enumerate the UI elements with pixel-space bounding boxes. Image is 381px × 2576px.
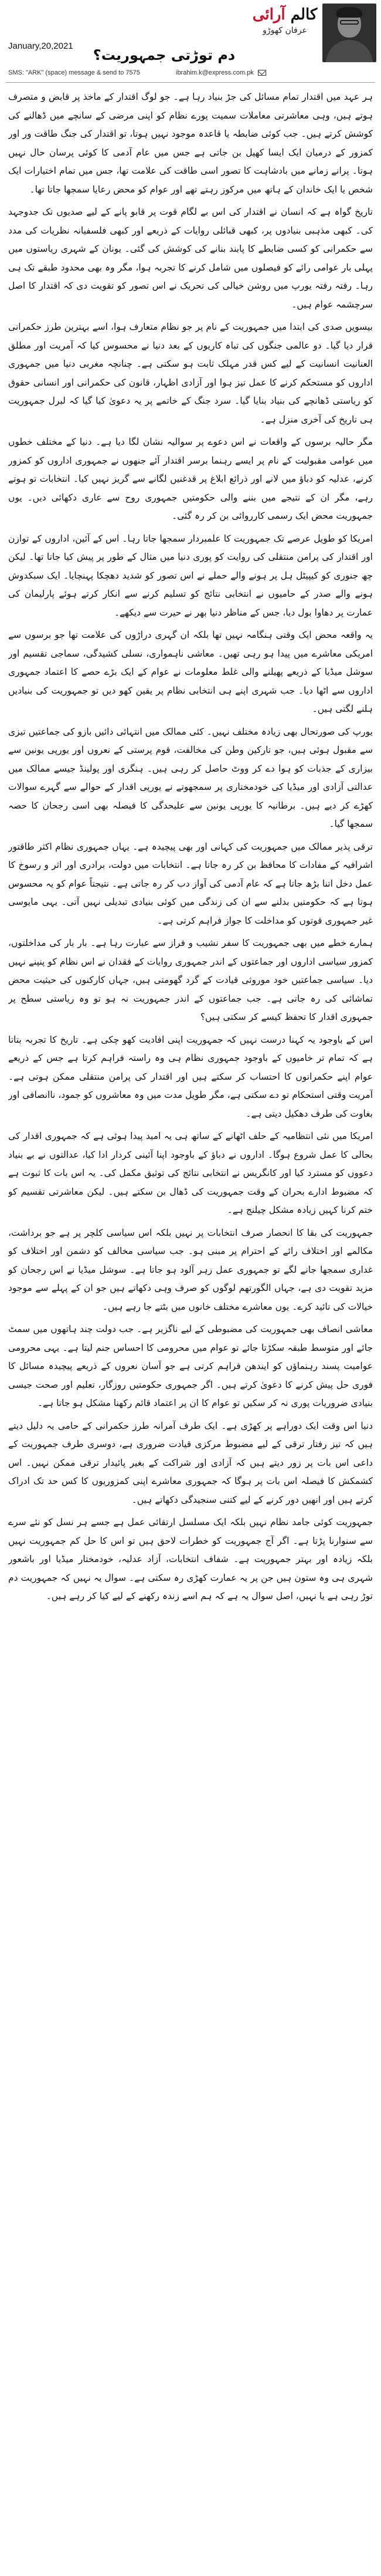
column-name-part2: آرائی	[252, 6, 285, 23]
article-paragraph: بیسویں صدی کی ابتدا میں جمہوریت کے نام پر جو نظام متعارف ہوا، اسے بہترین طرز حکمرانی قرار دیا گیا۔ دو عالمی جنگوں کی تباہ کاریوں کے بعد دنیا نے محسوس کیا کہ آمریت اور مطلق العنانیت انسانیت کے لیے کس قدر مہلک ثابت ہو سکتی ہے۔ چنانچہ مغربی دنیا میں جمہوری اداروں کو مستحکم کرنے کا عمل تیز ہوا اور آزادی اظہار، قانون کی حکمرانی اور انسانی حقوق کو ریاستی ڈھانچے کی بنیاد بنایا گیا۔ سرد جنگ کے خاتمے پر یہ دعویٰ کیا گیا کہ لبرل جمہوریت ہی تاریخ کی آخری منزل ہے۔	[8, 322, 373, 425]
author-name: عرفان کھوڑو	[263, 26, 307, 35]
article-paragraph: دنیا اس وقت ایک دوراہے پر کھڑی ہے۔ ایک طرف آمرانہ طرز حکمرانی کے حامی یہ دلیل دیتے ہیں کہ تیز رفتار ترقی کے لیے مضبوط مرکزی قیادت ضروری ہے، دوسری طرف جمہوریت کے داعی اس بات پر زور دیتے ہیں کہ آزادی اور شراکت کے بغیر پائیدار ترقی ممکن نہیں۔ اس کشمکش کا فیصلہ اس بات پر ہوگا کہ جمہوری معاشرے اپنی کمزوریوں کا کس حد تک ادراک کرتے ہیں اور انھیں دور کرنے کے لیے کتنی سنجیدگی دکھاتے ہیں۔	[8, 1420, 373, 1505]
author-email[interactable]	[176, 69, 266, 76]
author-portrait	[322, 4, 376, 62]
sms-instructions: SMS: "ARK" (space) message & send to 7575	[8, 69, 140, 76]
article-paragraph: اس کے باوجود یہ کہنا درست نہیں کہ جمہوریت اپنی افادیت کھو چکی ہے۔ تاریخ کا تجربہ بتاتا ہے کہ تمام تر خامیوں کے باوجود جمہوری نظام ہی وہ راستہ فراہم کرتا ہے جس کے ذریعے عوام اپنے حکمرانوں کا احتساب کر سکتے ہیں اور اقتدار کی پرامن منتقلی ممکن ہوتی ہے۔ آمریت وقتی استحکام تو دے سکتی ہے، مگر طویل مدت میں وہ معاشروں کو جمود، ناانصافی اور بغاوت کی طرف دھکیل دیتی ہے۔	[8, 1034, 373, 1119]
article-paragraph: تاریخ گواہ ہے کہ انسان نے اقتدار کی اس بے لگام قوت پر قابو پانے کے لیے صدیوں تک جدوجہد کی۔ کبھی مذہبی بنیادوں پر، کبھی قبائلی روایات کے ذریعے اور کبھی فلسفیانہ نظریات کی مدد سے حکمرانی کو کسی ضابطے کا پابند بنانے کی کوشش کی گئی۔ یونان کے شہری ریاستوں میں پہلی بار عوامی رائے کو فیصلوں میں شامل کرنے کا تجربہ ہوا، مگر وہ بھی محدود طبقے تک ہی رہا۔ رفتہ رفتہ یورپ میں روشن خیالی کی تحریک نے اس تصور کو تقویت دی کہ اقتدار کا اصل سرچشمہ عوام ہیں۔	[8, 207, 373, 310]
column-name-part1: کالم	[290, 6, 318, 23]
envelope-icon	[258, 70, 266, 76]
column-masthead	[252, 5, 318, 35]
article-paragraph: جمہوریت کی بقا کا انحصار صرف انتخابات پر نہیں بلکہ اس سیاسی کلچر پر ہے جو برداشت، مکالمے اور اختلاف رائے کے احترام پر مبنی ہو۔ جب سیاسی مخالف کو دشمن اور اختلاف کو غداری سمجھا جانے لگے تو جمہوری عمل زہر آلود ہو جاتا ہے۔ سوشل میڈیا نے اس رجحان کو مزید تقویت دی ہے، جہاں الگورتھم لوگوں کو صرف وہی دکھاتے ہیں جو ان کے پہلے سے موجود خیالات کی تائید کرے۔ یوں معاشرے مختلف خانوں میں بٹتے جا رہے ہیں۔	[8, 1227, 373, 1312]
author-email-text[interactable]: ibrahim.k@express.com.pk	[176, 69, 254, 76]
article-body	[8, 88, 373, 2570]
column-header	[0, 0, 381, 88]
article-paragraph: جمہوریت کوئی جامد نظام نہیں بلکہ ایک مسلسل ارتقائی عمل ہے جسے ہر نسل کو نئے سرے سے سنوارنا پڑتا ہے۔ اگر آج جمہوریت کو خطرات لاحق ہیں تو اس کا حل کم جمہوریت نہیں بلکہ زیادہ اور بہتر جمہوریت ہے۔ شفاف انتخابات، آزاد عدلیہ، خودمختار میڈیا اور باشعور شہری ہی وہ ستون ہیں جن پر یہ عمارت کھڑی رہ سکتی ہے۔ سوال یہ نہیں کہ جمہوریت دم توڑ رہی ہے یا نہیں، اصل سوال یہ ہے کہ ہم اسے زندہ رکھنے کے لیے کیا کر رہے ہیں۔	[8, 1517, 373, 1601]
article-paragraph: مگر حالیہ برسوں کے واقعات نے اس دعوے پر سوالیہ نشان لگا دیا ہے۔ دنیا کے مختلف خطوں میں عوامی مقبولیت کے نام پر ایسے رہنما برسر اقتدار آئے جنھوں نے جمہوری اداروں کو کمزور کرنے، عدلیہ کو دباؤ میں لانے اور ذرائع ابلاغ پر قدغنیں لگانے سے گریز نہیں کیا۔ انتخابات تو ہوتے رہے، مگر ان کے نتیجے میں بننے والی حکومتیں جمہوری روح سے عاری دکھائی دیں۔ یوں جمہوریت محض ایک رسمی کارروائی بن کر رہ گئی۔	[8, 437, 373, 521]
article-paragraph: معاشی انصاف بھی جمہوریت کی مضبوطی کے لیے ناگزیر ہے۔ جب دولت چند ہاتھوں میں سمٹ جائے اور متوسط طبقہ سکڑتا جائے تو عوام میں محرومی کا احساس جنم لیتا ہے۔ یہی محرومی عوامیت پسند رہنماؤں کو ایندھن فراہم کرتی ہے جو آسان نعروں کے ذریعے پیچیدہ مسائل کا فوری حل پیش کرنے کا دعویٰ کرتے ہیں۔ اگر جمہوری حکومتیں روزگار، تعلیم اور صحت جیسی بنیادی ضروریات پوری نہ کر سکیں تو عوام کا ان پر اعتماد قائم رکھنا مشکل ہو جاتا ہے۔	[8, 1324, 373, 1408]
article-paragraph: ترقی پذیر ممالک میں جمہوریت کی کہانی اور بھی پیچیدہ ہے۔ یہاں جمہوری نظام اکثر طاقتور اشرافیہ کے مفادات کا محافظ بن کر رہ جاتا ہے۔ انتخابات میں دولت، برادری اور اثر و رسوخ کا عمل دخل اتنا بڑھ جاتا ہے کہ عام آدمی کی آواز دب کر رہ جاتی ہے۔ نتیجتاً عوام کو یہ محسوس ہوتا ہے کہ حکومتیں بدلنے سے ان کی زندگی میں کوئی بنیادی تبدیلی نہیں آتی۔ یہی مایوسی غیر جمہوری قوتوں کو مداخلت کا جواز فراہم کرتی ہے۔	[8, 841, 373, 926]
article-title: دم توڑتی جمہوریت؟	[93, 47, 236, 63]
publish-date: January,20,2021	[8, 41, 73, 51]
column-name	[252, 5, 318, 25]
article-paragraph: امریکا کو طویل عرصے تک جمہوریت کا علمبردار سمجھا جاتا رہا۔ اس کے آئین، اداروں کے توازن اور اقتدار کی پرامن منتقلی کی روایت کو پوری دنیا میں مثال کے طور پر پیش کیا جاتا تھا۔ لیکن چھ جنوری کو کیپیٹل ہل پر ہونے والے حملے نے اس تصور کو شدید دھچکا پہنچایا۔ ایک سبکدوش ہونے والے صدر کے حامیوں نے انتخابی نتائج کو تسلیم کرنے سے انکار کرتے ہوئے پارلیمان کی عمارت پر دھاوا بول دیا، جس کے مناظر دنیا بھر نے حیرت سے دیکھے۔	[8, 533, 373, 618]
article-paragraph: یہ واقعہ محض ایک وقتی ہنگامہ نہیں تھا بلکہ ان گہری دراڑوں کی علامت تھا جو برسوں سے امریکی معاشرے میں پیدا ہو رہی تھیں۔ معاشی ناہمواری، نسلی کشیدگی، سماجی تقسیم اور سوشل میڈیا کے ذریعے پھیلنے والی غلط معلومات نے عوام کے ایک بڑے حصے کا اعتماد جمہوری اداروں سے اٹھا دیا۔ جب شہری اپنے ہی انتخابی نظام پر یقین کھو دیں تو جمہوریت کی بنیادیں ہلنے لگتی ہیں۔	[8, 630, 373, 714]
article-paragraph: ہر عہد میں اقتدار تمام مسائل کی جڑ بنیاد رہا ہے۔ جو لوگ اقتدار کے ماخذ پر قابض و متصرف ہوتے ہیں، وہی معاشرتی معاملات سمیت پورے نظام کو اپنی مرضی کے سانچے میں ڈھالنے کی کوشش کرتے ہیں۔ جب کوئی ضابطہ یا قاعدہ موجود نہیں ہوتا، تو اقتدار کی جنگ طاقت ور اور کمزور کے درمیان ایک ایسا کھیل بن جاتی ہے جس میں عام آدمی کا کوئی پرسان حال نہیں ہوتا۔ پرانے زمانے میں بادشاہت کا تصور اسی طاقت کی علامت تھا، جس میں تمام اختیارات ایک شخص یا ایک خاندان کے ہاتھ میں مرکوز رہتے تھے اور عوام کو محض رعایا سمجھا جاتا تھا۔	[8, 92, 373, 195]
article-paragraph: ہمارے خطے میں بھی جمہوریت کا سفر نشیب و فراز سے عبارت رہا ہے۔ بار بار کی مداخلتوں، کمزور سیاسی اداروں اور جماعتوں کے اندر جمہوری روایات کے فقدان نے اس نظام کو پنپنے نہیں دیا۔ سیاسی جماعتیں خود موروثی قیادت کے گرد گھومتی ہیں، جہاں کارکنوں کی حیثیت محض تماشائی کی رہ جاتی ہے۔ جب جماعتوں کے اندر جمہوریت نہ ہو تو وہ ریاستی سطح پر جمہوری اقدار کا تحفظ کیسے کر سکتی ہیں؟	[8, 938, 373, 1022]
article-paragraph: یورپ کی صورتحال بھی زیادہ مختلف نہیں۔ کئی ممالک میں انتہائی دائیں بازو کی جماعتیں تیزی سے مقبول ہوئی ہیں، جو تارکین وطن کی مخالفت، قوم پرستی کے نعروں اور یورپی یونین سے بیزاری کے جذبات کو ہوا دے کر ووٹ حاصل کر رہی ہیں۔ ہنگری اور پولینڈ جیسے ممالک میں عدالتی آزادی اور میڈیا کی خودمختاری پر سمجھوتے نے یورپی اقدار کے حوالے سے گہرے سوالات کھڑے کر دیے ہیں۔ برطانیہ کا یورپی یونین سے علیحدگی کا فیصلہ بھی اسی رجحان کا حصہ سمجھا گیا۔	[8, 726, 373, 829]
header-divider	[6, 82, 375, 83]
article-paragraph: امریکا میں نئی انتظامیہ کے حلف اٹھانے کے ساتھ ہی یہ امید پیدا ہوئی ہے کہ جمہوری اقدار کی بحالی کا عمل شروع ہوگا۔ اداروں نے دباؤ کے باوجود اپنا آئینی کردار ادا کیا، عدالتوں نے بے بنیاد دعووں کو مسترد کیا اور کانگریس نے انتخابی نتائج کی توثیق مکمل کی۔ یہ اس بات کا ثبوت ہے کہ مضبوط ادارے بحران کے وقت جمہوریت کی ڈھال بن سکتے ہیں۔ لیکن معاشرتی تقسیم کو ختم کرنا کہیں زیادہ مشکل چیلنج ہے۔	[8, 1131, 373, 1215]
